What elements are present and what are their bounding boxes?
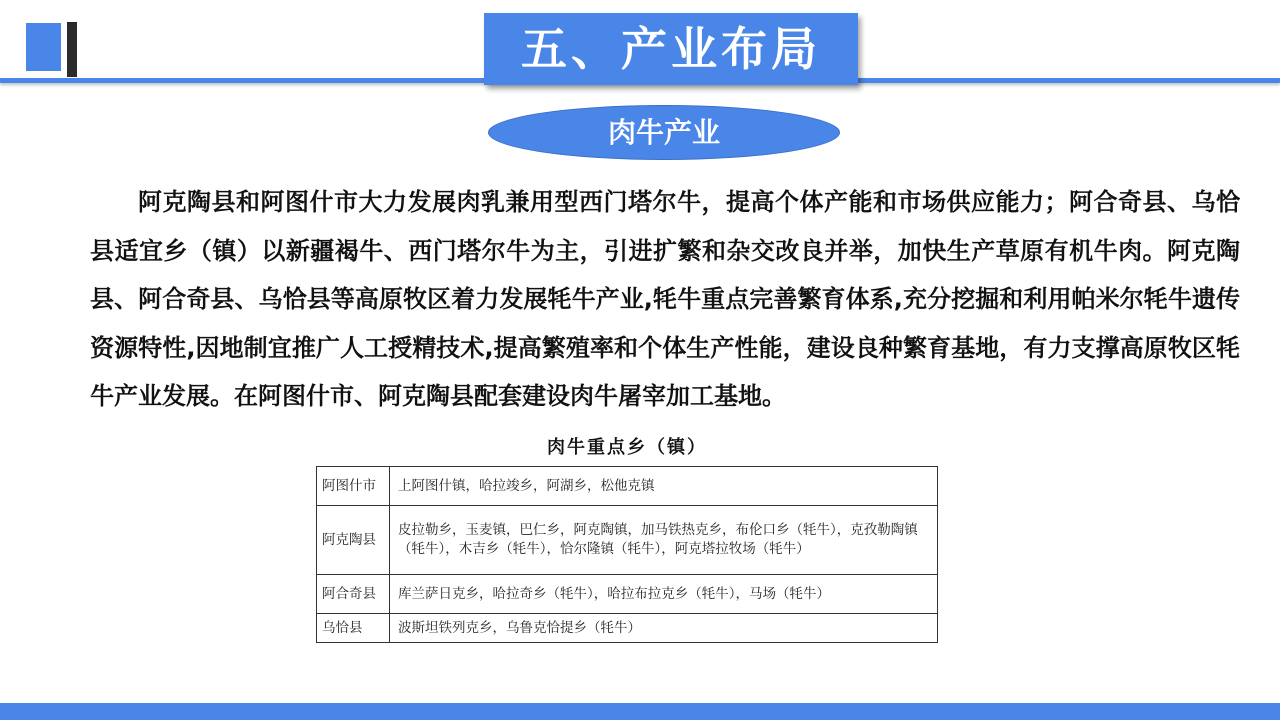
table-row	[317, 575, 938, 614]
towns-cell: 库兰萨日克乡，哈拉奇乡（牦牛），哈拉布拉克乡（牦牛），马场（牦牛）	[390, 575, 938, 614]
county-cell: 乌恰县	[317, 614, 390, 643]
table-row	[317, 614, 938, 643]
table-caption: 肉牛重点乡（镇）	[547, 437, 707, 458]
county-cell: 阿克陶县	[317, 506, 390, 575]
county-cell: 阿合奇县	[317, 575, 390, 614]
page-title: 五、产业布局	[484, 13, 858, 85]
footer-bar	[0, 703, 1280, 720]
towns-cell: 上阿图什镇，哈拉竣乡，阿湖乡，松他克镇	[390, 467, 938, 506]
table-row	[317, 467, 938, 506]
key-towns-table	[316, 466, 938, 643]
table-row	[317, 506, 938, 575]
towns-cell: 波斯坦铁列克乡，乌鲁克恰提乡（牦牛）	[390, 614, 938, 643]
section-pill: 肉牛产业	[488, 105, 840, 160]
towns-cell: 皮拉勒乡，玉麦镇，巴仁乡，阿克陶镇，加马铁热克乡，布伦口乡（牦牛），克孜勒陶镇（牦牛），木吉乡（牦牛），恰尔隆镇（牦牛），阿克塔拉牧场（牦牛）	[390, 506, 938, 575]
logo-square	[26, 23, 61, 71]
body-paragraph: 阿克陶县和阿图什市大力发展肉乳兼用型西门塔尔牛，提高个体产能和市场供应能力；阿合奇县、乌恰县适宜乡（镇）以新疆褐牛、西门塔尔牛为主，引进扩繁和杂交改良并举，加快生产草原有机牛肉。阿克陶县、阿合奇县、乌恰县等高原牧区着力发展牦牛产业,牦牛重点完善繁育体系,充分挖掘和利用帕米尔牦牛遗传资源特性,因地制宜推广人工授精技术,提高繁殖率和个体生产性能，建设良种繁育基地，有力支撑高原牧区牦牛产业发展。在阿图什市、阿克陶县配套建设肉牛屠宰加工基地。	[90, 188, 1240, 411]
logo-bar	[67, 22, 77, 77]
county-cell: 阿图什市	[317, 467, 390, 506]
